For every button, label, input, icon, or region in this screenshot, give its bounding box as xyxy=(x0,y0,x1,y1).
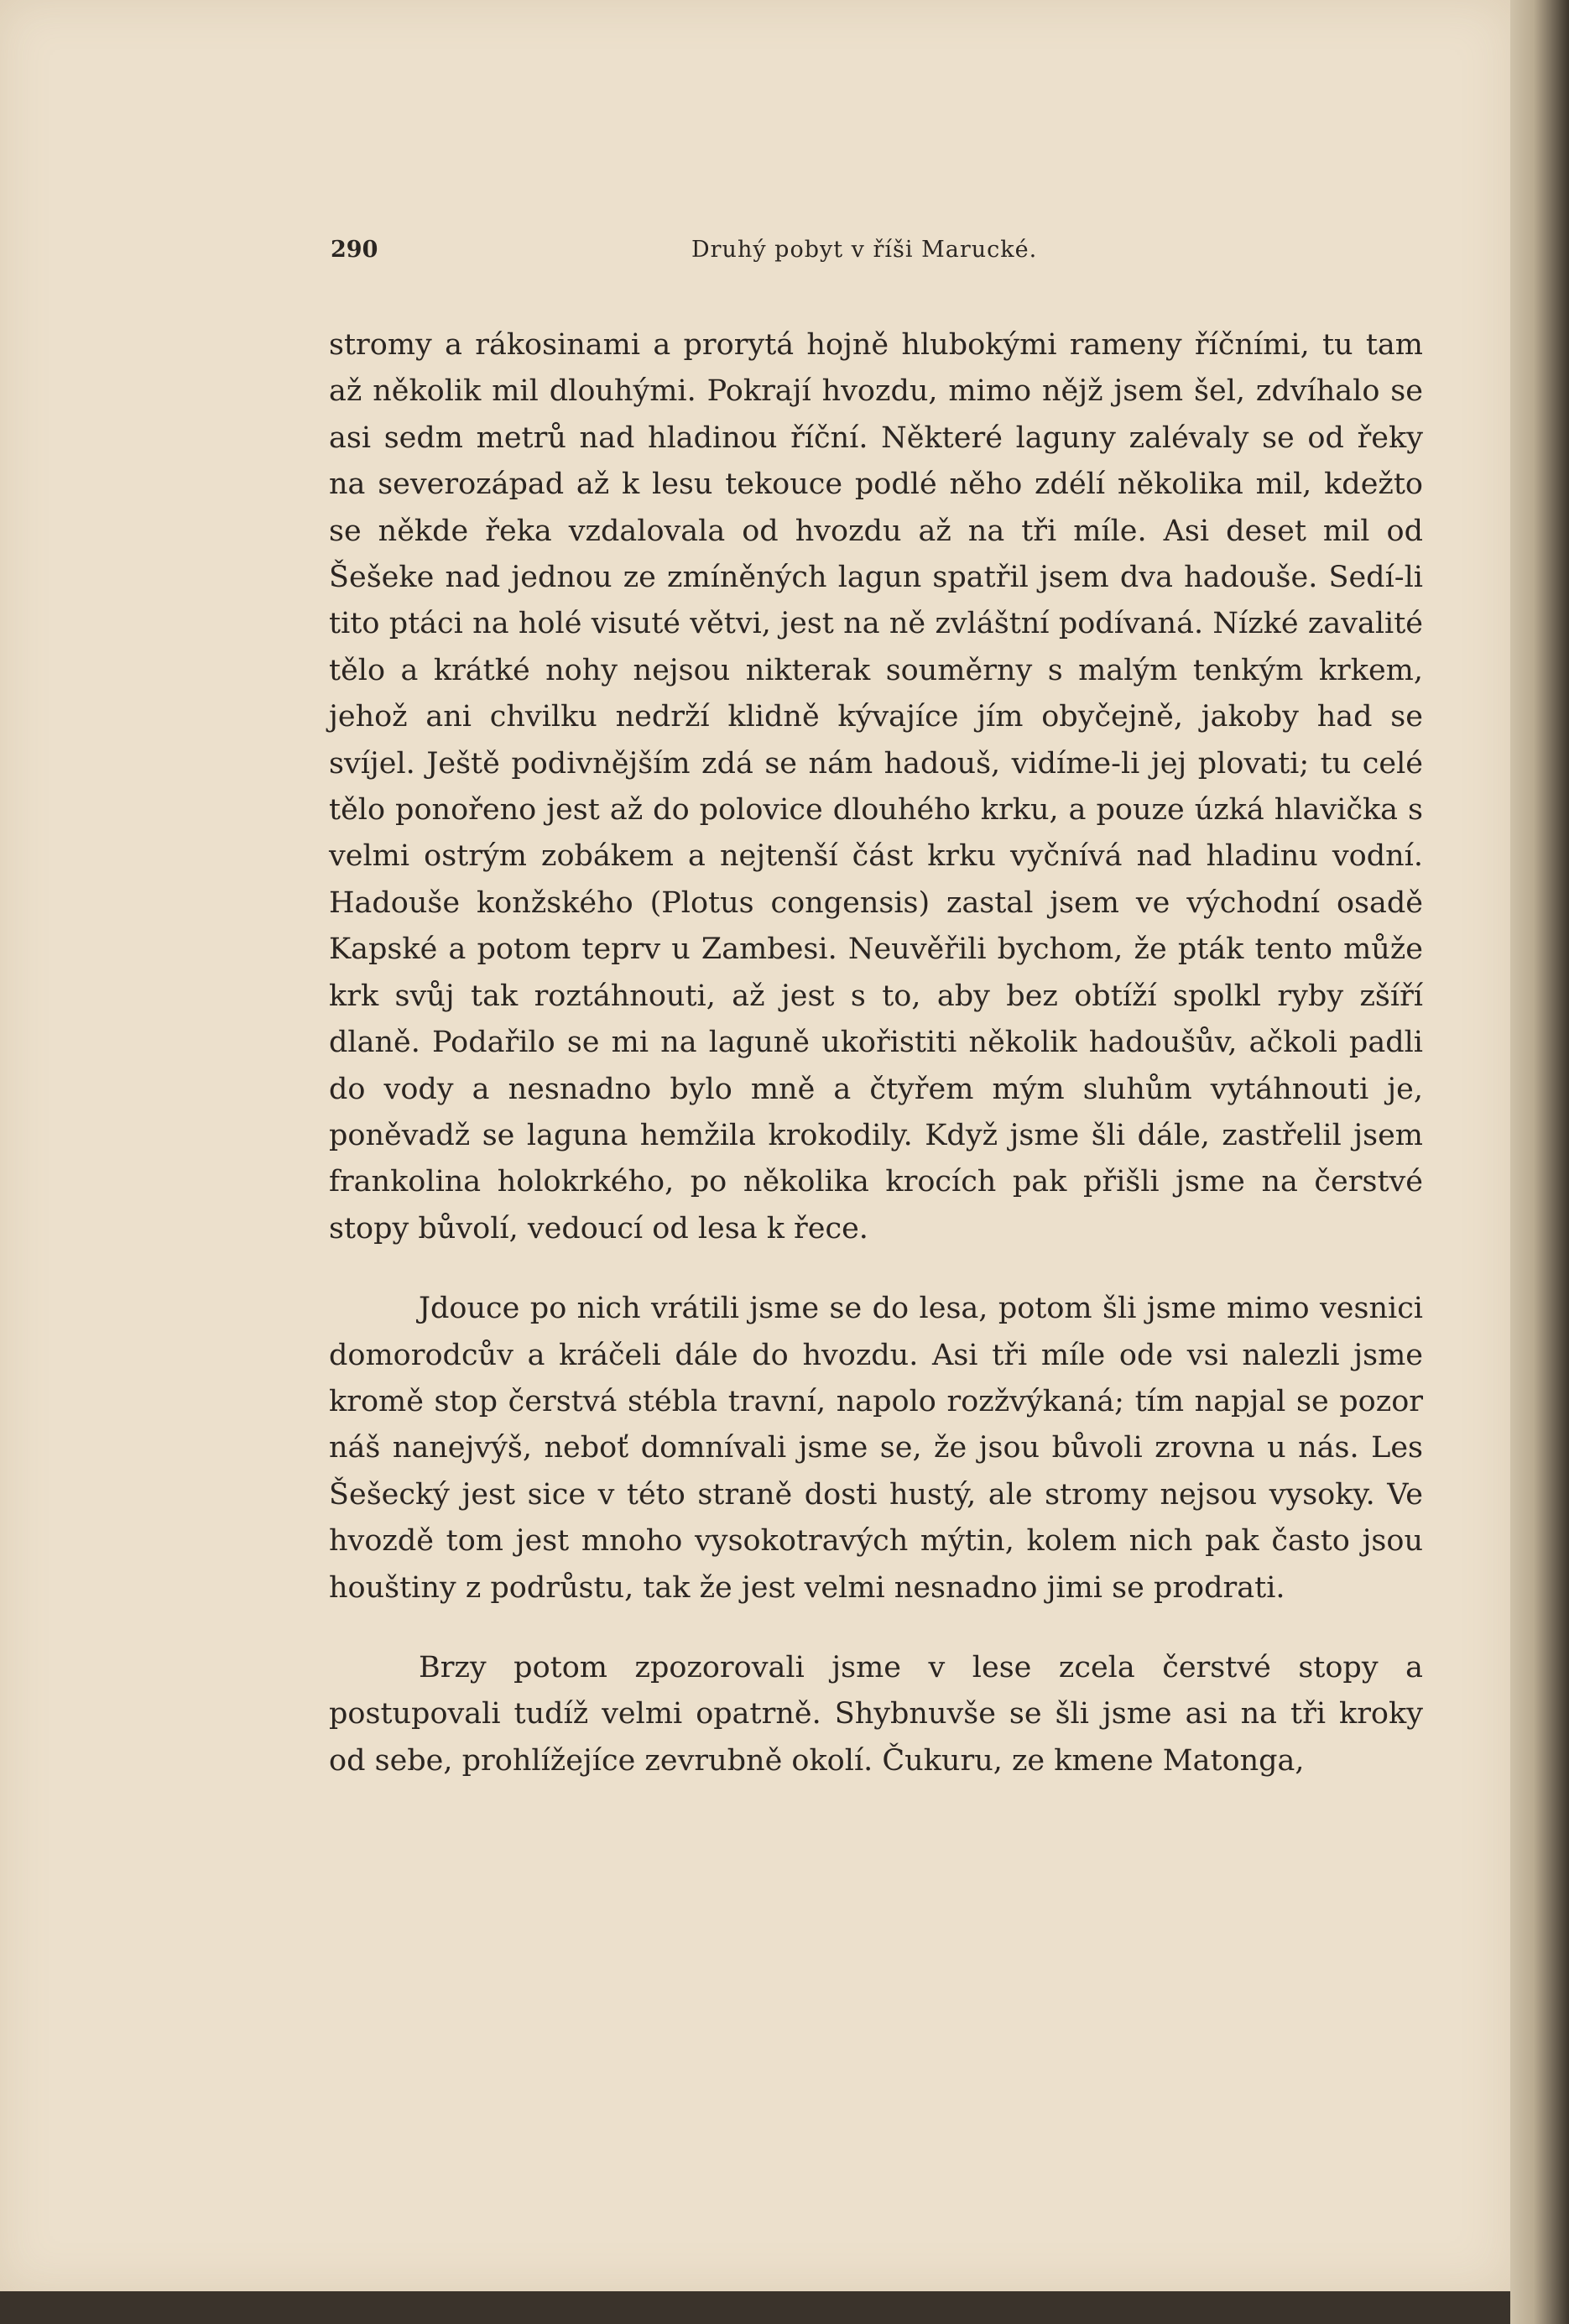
page-edge xyxy=(1510,0,1569,2324)
page-number: 290 xyxy=(331,237,378,263)
paragraph: Jdouce po nich vrátili jsme se do lesa, potom šli jsme mimo vesnici domorodcův a kráčeli dále do hvozdu. Asi tři míle ode vsi nalezli jsme kromě stop čerstvá stébla travní, napolo rozžvýkaná; tím napjal se pozor náš nanejvýš, neboť domnívali jsme se, že jsou bůvoli zrovna u nás. Les Šešecký jest sice v této straně dosti hustý, ale stromy nejsou vysoky. Ve hvozdě tom jest mnoho vysokotravých mýtin, kolem nich pak často jsou houštiny z podrůstu, tak že jest velmi nesnadno jimi se prodrati. xyxy=(329,1292,1423,1605)
paragraph: Brzy potom zpozorovali jsme v lese zcela čerstvé stopy a postupovali tudíž velmi opatrně. Shybnuvše se šli jsme asi na tři kroky od sebe, prohlížejíce zevrubně okolí. Čukuru, ze kmene Matonga, xyxy=(329,1650,1423,1778)
paragraph: stromy a rákosinami a prorytá hojně hlubokými rameny říčními, tu tam až několik mil dlouhými. Pokrají hvozdu, mimo nějž jsem šel, zdvíhalo se asi sedm metrů nad hladinou říční. Některé laguny zalévaly se od řeky na severozápad až k lesu tekouce podlé něho zdélí několika mil, kdežto se někde řeka vzdalovala od hvozdu až na tři míle. Asi deset mil od Šešeke nad jednou ze zmíněných lagun spatřil jsem dva hadouše. Sedí-li tito ptáci na holé visuté větvi, jest na ně zvláštní podívaná. Nízké zavalité tělo a krátké nohy nejsou nikterak souměrny s malým tenkým krkem, jehož ani chvilku nedrží klidně kývajíce jím obyčejně, jakoby had se svíjel. Ještě podivnějším zdá se nám hadouš, vidíme-li jej plovati; tu celé tělo ponořeno jest až do polovice dlouhého krku, a pouze úzká hlavička s velmi ostrým zobákem a nejtenší část krku vyčnívá nad hladinu vodní. Hadouše konžského (Plotus congensis) zastal jsem ve východní osadě Kapské a potom teprv u Zambesi. Neuvěřili bychom, že pták tento může krk svůj tak roztáhnouti, až jest s to, aby bez obtíží spolkl ryby zšíří dlaně. Podařilo se mi na laguně ukořistiti několik hadoušův, ačkoli padli do vody a nesnadno bylo mně a čtyřem mým sluhům vytáhnouti je, poněvadž se laguna hemžila krokodily. Když jsme šli dále, zastřelil jsem frankolina holokrkého, po několika krocích pak přišli jsme na čerstvé stopy bůvolí, vedoucí od lesa k řece. xyxy=(329,328,1423,1246)
bottom-edge xyxy=(0,2291,1510,2324)
page-header xyxy=(331,237,1425,270)
text-body xyxy=(329,322,1423,1784)
running-title: Druhý pobyt v říši Marucké. xyxy=(691,237,1038,263)
